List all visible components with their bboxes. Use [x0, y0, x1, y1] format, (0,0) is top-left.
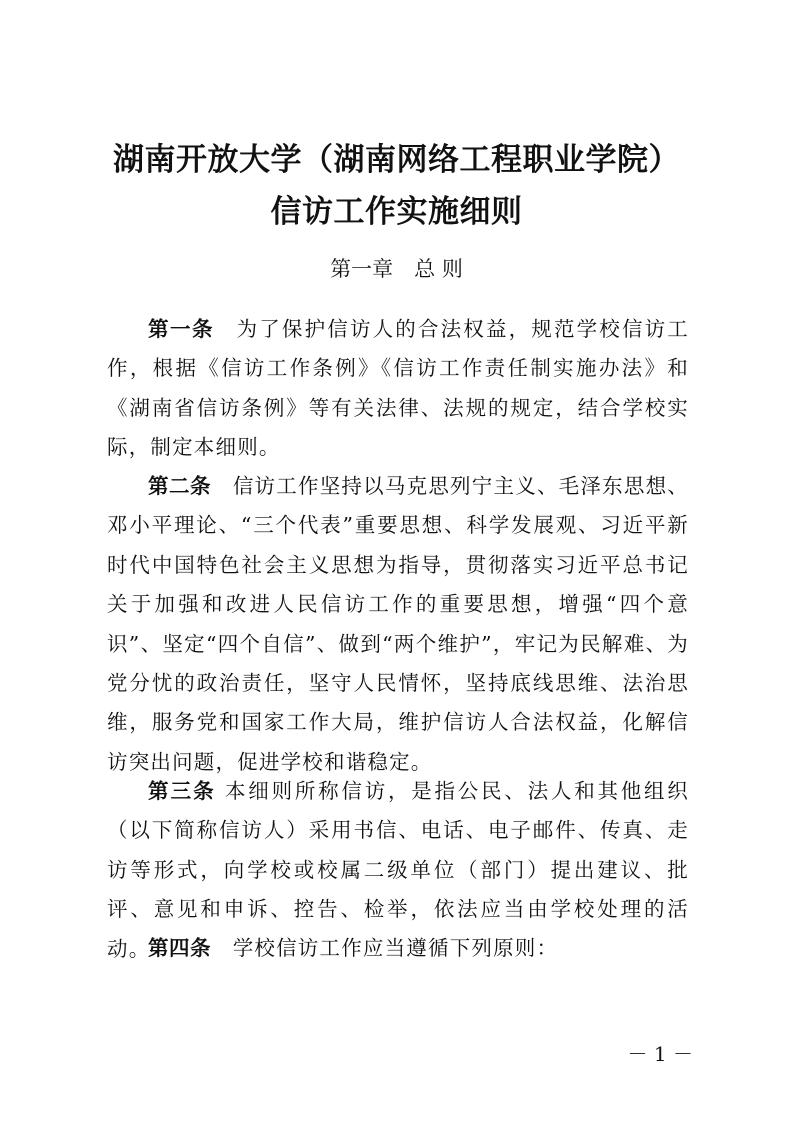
article-3-label: 第三条 [148, 779, 216, 803]
article-1-text: 为了保护信访人的合法权益，规范学校信访工作，根据《信访工作条例》《信访工作责任制实施办法》和《湖南省信访条例》等有关法律、法规的规定，结合学校实际，制定本细则。 [107, 317, 690, 460]
article-1 [107, 310, 689, 468]
chapter-heading: 第一章 总 则 [330, 257, 463, 281]
article-4-text: 学校信访工作应当遵循下列原则： [232, 936, 559, 960]
article-2-text: 信访工作坚持以马克思列宁主义、毛泽东思想、邓小平理论、“三个代表”重要思想、科学发展观、习近平新时代中国特色社会主义思想为指导，贯彻落实习近平总书记关于加强和改进人民信访工作的重要思想，增强“四个意识”、坚定“四个自信”、做到“两个维护”，牢记为民解难、为党分忧的政治责任，坚守人民情怀，坚持底线思维、法治思维，服务党和国家工作大局，维护信访人合法权益，化解信访突出问题，促进学校和谐稳定。 [107, 474, 690, 774]
document-title-line-2: 信访工作实施细则 [270, 194, 523, 230]
article-1-label: 第一条 [148, 317, 214, 341]
document-title-line-1: 湖南开放大学（湖南网络工程职业学院） [113, 142, 680, 178]
article-2 [107, 467, 689, 782]
article-2-label: 第二条 [148, 474, 212, 498]
article-4-label: 第四条 [148, 936, 211, 960]
page-number: － 1 － [627, 1042, 693, 1066]
article-3-text: 本细则所称信访，是指公民、法人和其他组织（以下简称信访人）采用书信、电话、电子邮件、传真、走访等形式，向学校或校属二级单位（部门）提出建议、批评、意见和申诉、控告、检举，依法应当由学校处理的活动。 [107, 779, 690, 961]
article-4 [107, 929, 689, 968]
